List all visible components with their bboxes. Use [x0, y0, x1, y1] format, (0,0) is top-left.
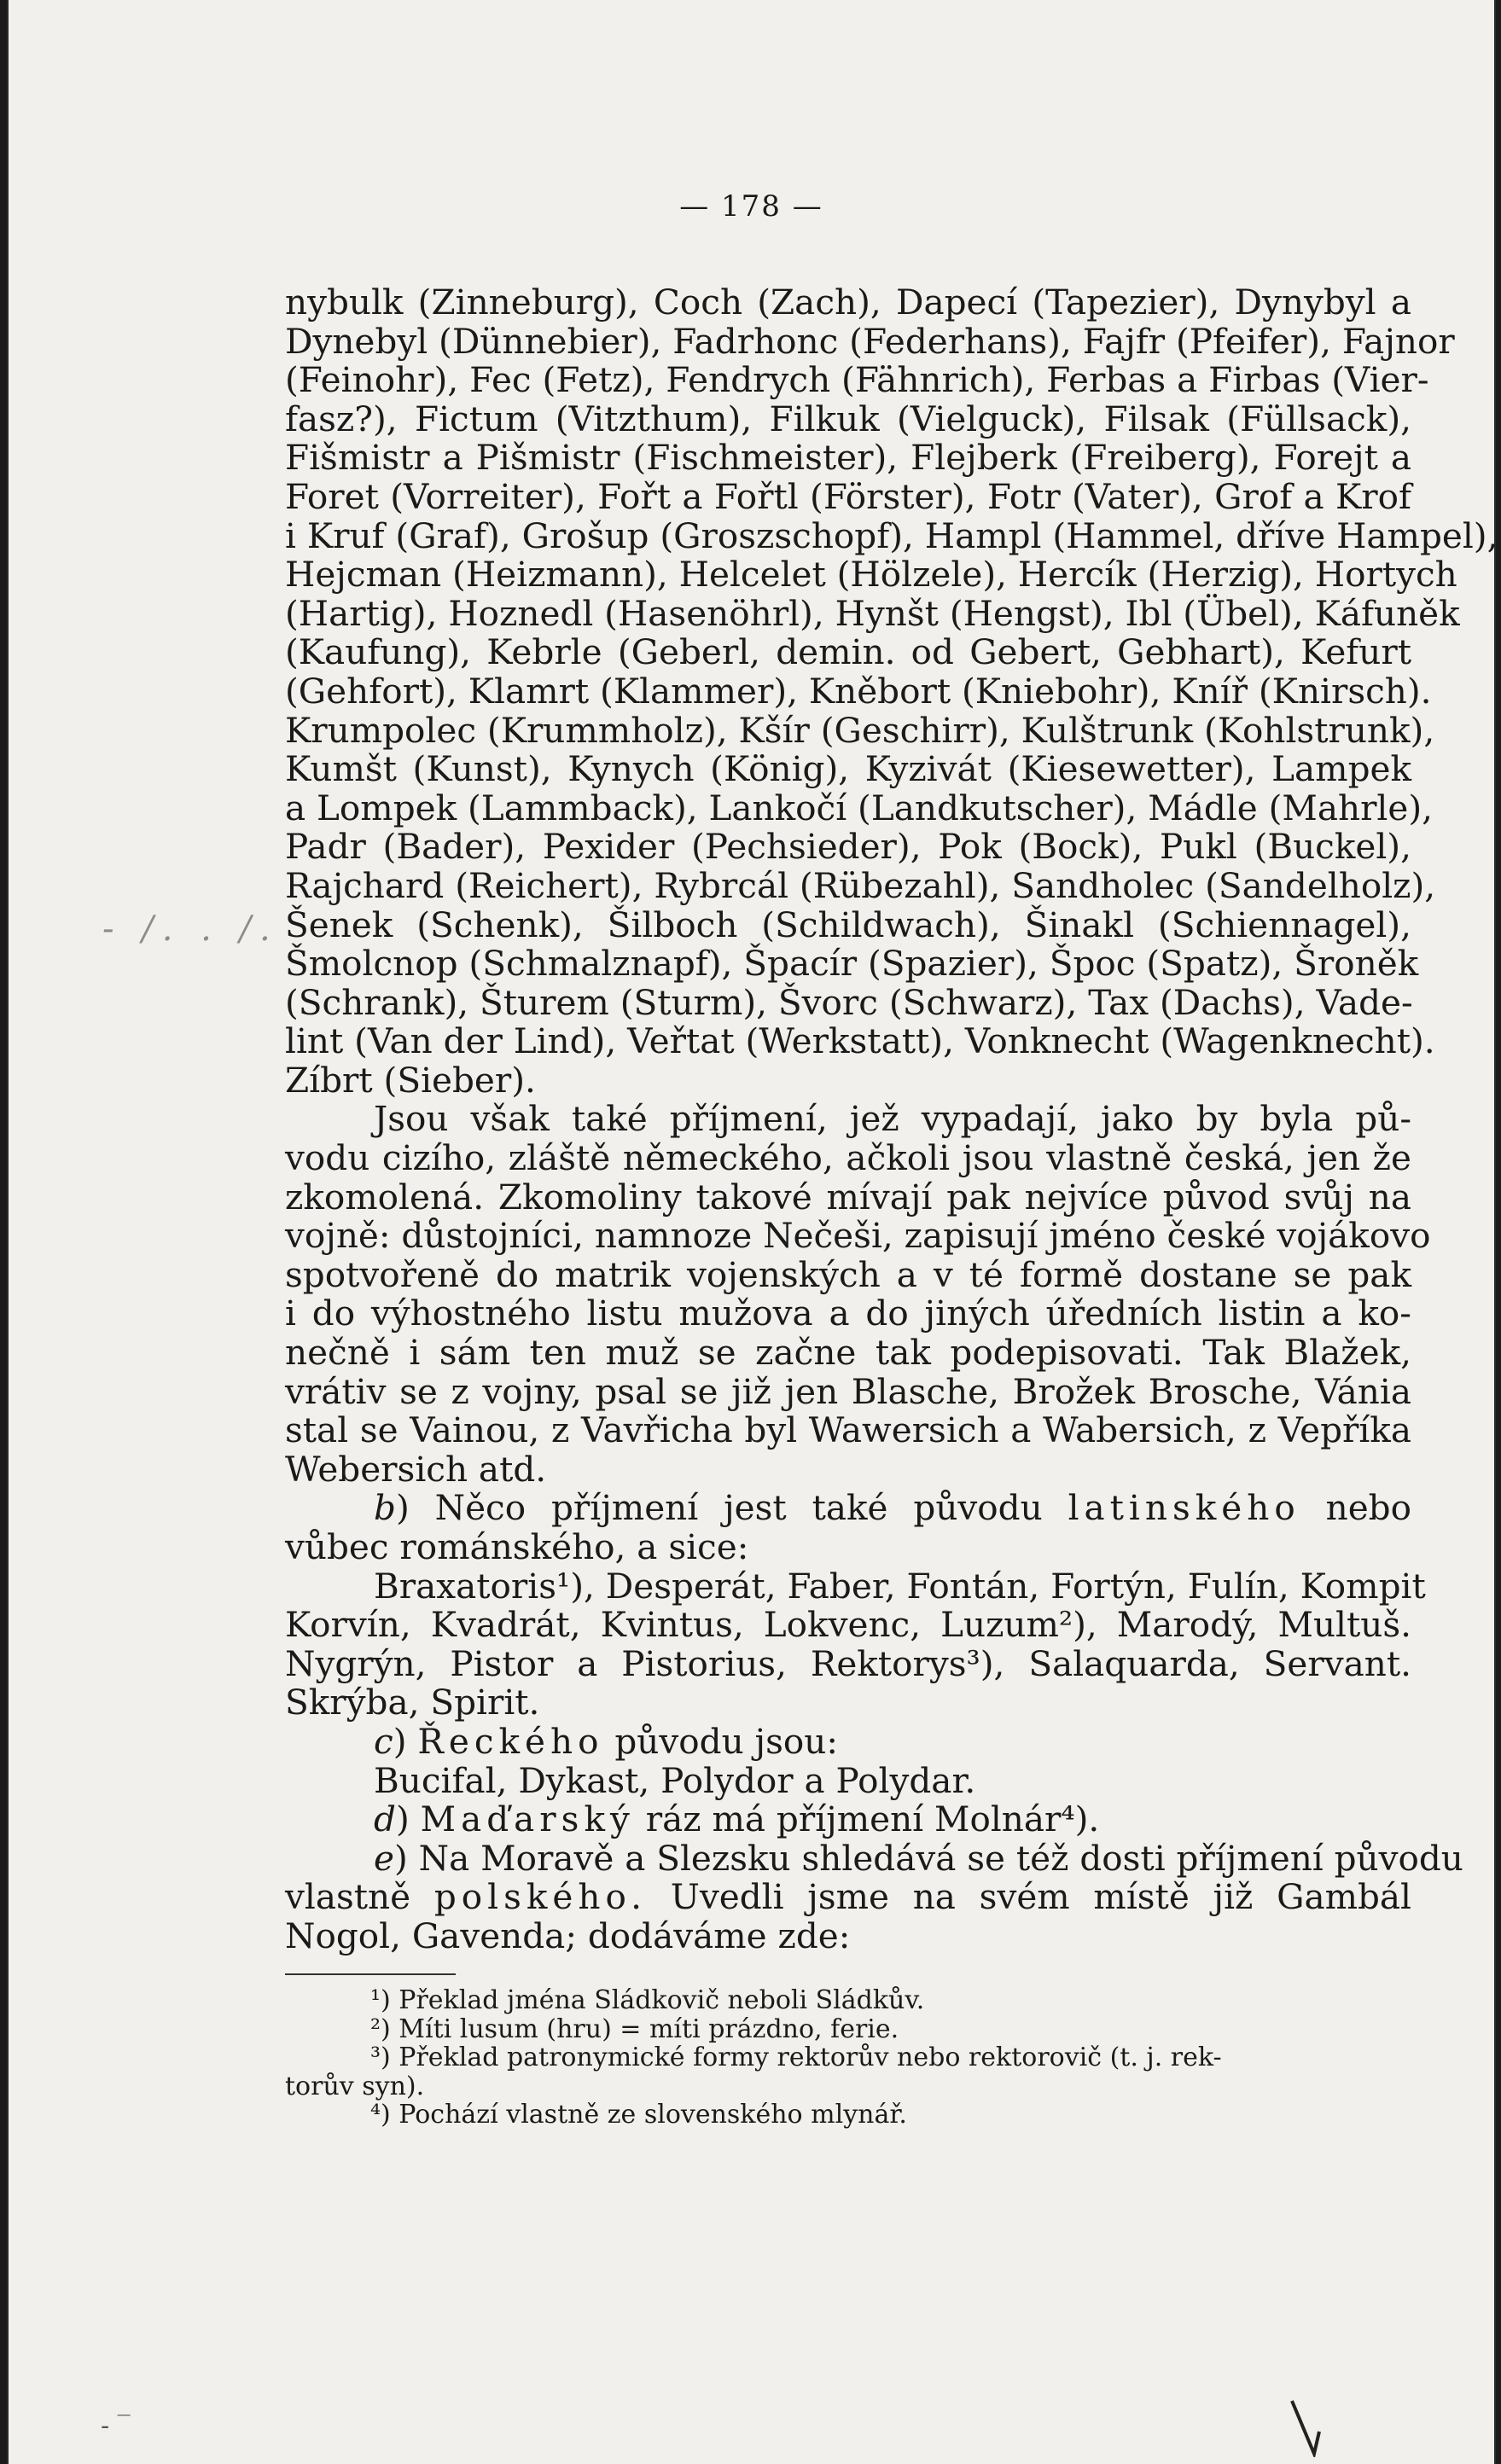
- section-e-line-2: vlastně polského. Uvedli jsme na svém místě již Gambál: [285, 1876, 1412, 1918]
- text-line: Šenek (Schenk), Šilboch (Schildwach), Šinakl (Schiennagel),: [285, 904, 1411, 945]
- text-line: Nogol, Gavenda; dodáváme zde:: [285, 1915, 851, 1956]
- text-line: Dynebyl (Dünnebier), Fadrhonc (Federhans), Fajfr (Pfeifer), Fajnor: [285, 320, 1455, 362]
- footnotes: [285, 1986, 1411, 2130]
- text-line: lint (Van der Lind), Veřtat (Werkstatt), Vonknecht (Wagenknecht).: [285, 1020, 1435, 1062]
- text-line: Jsou však také příjmení, jež vypadají, jako by byla pů-: [374, 1098, 1411, 1140]
- text-line: vodu cizího, zláště německého, ačkoli jsou vlastně česká, jen že: [285, 1137, 1411, 1179]
- text-line: nybulk (Zinneburg), Coch (Zach), Dapecí (Tapezier), Dynybyl a: [285, 282, 1411, 323]
- text-line: (Hartig), Hoznedl (Hasenöhrl), Hynšt (Hengst), Ibl (Übel), Káfuněk: [285, 592, 1460, 634]
- section-c-line: c) Řeckého původu jsou:: [374, 1720, 838, 1762]
- text-line: zkomolená. Zkomoliny takové mívají pak nejvíce původ svůj na: [285, 1176, 1411, 1217]
- text-line: Zíbrt (Sieber).: [285, 1059, 536, 1101]
- text-line: Braxatoris¹), Desperát, Faber, Fontán, Fortýn, Fulín, Kompit: [374, 1565, 1426, 1607]
- text-line: Skrýba, Spirit.: [285, 1682, 540, 1723]
- text-line: Hejcman (Heizmann), Helcelet (Hölzele), Hercík (Herzig), Hortych: [285, 554, 1457, 596]
- text-line: Šmolcnop (Schmalznapf), Špacír (Spazier), Špoc (Spatz), Šroněk: [285, 943, 1419, 985]
- footnote-divider: [285, 1973, 456, 1975]
- spaced-word-madarsky: Maďarský: [420, 1799, 635, 1840]
- text-line: (Kaufung), Kebrle (Geberl, demin. od Gebert, Gebhart), Kefurt: [285, 631, 1411, 673]
- text-line: stal se Vainou, z Vavřicha byl Wawersich a Wabersich, z Vepříka: [285, 1409, 1411, 1451]
- page-number: — 178 —: [679, 189, 823, 224]
- text-line: (Feinohr), Fec (Fetz), Fendrych (Fähnrich), Ferbas a Firbas (Vier-: [285, 359, 1429, 401]
- text-line: Foret (Vorreiter), Fořt a Fořtl (Förster), Fotr (Vater), Grof a Krof: [285, 475, 1411, 517]
- spaced-word-latinskeho: latinského: [1068, 1487, 1300, 1529]
- text-line: vůbec románského, a sice:: [285, 1526, 749, 1567]
- text-line: Nygrýn, Pistor a Pistorius, Rektorys³), Salaquarda, Servant.: [285, 1642, 1411, 1684]
- text-line: Krumpolec (Krummholz), Kšír (Geschirr), Kulštrunk (Kohlstrunk),: [285, 709, 1435, 751]
- section-b-line: b) Něco příjmení jest také původu latinského nebo: [374, 1487, 1411, 1529]
- corner-ink-mark: [1289, 2397, 1323, 2457]
- footnote: ³) Překlad patronymické formy rektorův nebo rektorovič (t. j. rek-: [370, 2043, 1222, 2072]
- text-line: Korvín, Kvadrát, Kvintus, Lokvenc, Luzum²), Marodý, Multuš.: [285, 1604, 1411, 1646]
- section-letter-b: b: [374, 1487, 396, 1529]
- text-line: vojně: důstojníci, namnoze Nečeši, zapisují jméno české vojákovo: [285, 1215, 1431, 1257]
- margin-pencil-marks: - /. . /.: [102, 909, 279, 949]
- footnote: ¹) Překlad jména Sládkovič neboli Sládkův.: [370, 1985, 925, 2015]
- text-line: Bucifal, Dykast, Polydor a Polydar.: [374, 1759, 976, 1801]
- text-line: Rajchard (Reichert), Rybrcál (Rübezahl), Sandholec (Sandelholz),: [285, 864, 1436, 906]
- footnote: ²) Míti lusum (hru) = míti prázdno, ferie.: [370, 2014, 899, 2044]
- text-line: a Lompek (Lammback), Lankočí (Landkutscher), Mádle (Mahrle),: [285, 787, 1434, 828]
- text-line: Webersich atd.: [285, 1448, 547, 1490]
- bottom-margin-mark: - ‾: [101, 2411, 131, 2441]
- text-line: Padr (Bader), Pexider (Pechsieder), Pok (Bock), Pukl (Buckel),: [285, 826, 1411, 868]
- text-line: vrátiv se z vojny, psal se již jen Blasche, Brožek Brosche, Vánia: [285, 1370, 1411, 1412]
- text-line: i Kruf (Graf), Grošup (Groszschopf), Hampl (Hammel, dříve Hampel),: [285, 514, 1498, 556]
- text-line: spotvořeně do matrik vojenských a v té formě dostane se pak: [285, 1253, 1411, 1295]
- text-line: fasz?), Fictum (Vitzthum), Filkuk (Vielguck), Filsak (Füllsack),: [285, 398, 1411, 439]
- text-line: nečně i sám ten muž se začne tak podepisovati. Tak Blažek,: [285, 1332, 1411, 1374]
- section-e-line: e) Na Moravě a Slezsku shledává se též dosti příjmení původu: [374, 1837, 1463, 1879]
- text-line: (Schrank), Šturem (Sturm), Švorc (Schwarz), Tax (Dachs), Vade-: [285, 981, 1413, 1023]
- text-line: Fišmistr a Pišmistr (Fischmeister), Flejberk (Freiberg), Forejt a: [285, 437, 1411, 479]
- text-line: i do výhostného listu mužova a do jiných úředních listin a ko-: [285, 1293, 1411, 1334]
- spaced-word-reckeho: Řeckého: [417, 1720, 604, 1762]
- text-line: (Gehfort), Klamrt (Klammer), Kněbort (Kniebohr), Kníř (Knirsch).: [285, 670, 1432, 712]
- section-d-line: d) Maďarský ráz má příjmení Molnár⁴).: [374, 1799, 1100, 1840]
- footnote: ⁴) Pochází vlastně ze slovenského mlynář.: [370, 2100, 907, 2130]
- body-text: [285, 282, 1498, 1956]
- section-letter-e: e: [374, 1837, 394, 1879]
- footnote: torův syn).: [285, 2071, 425, 2101]
- section-letter-d: d: [374, 1799, 396, 1840]
- text-line: Kumšt (Kunst), Kynych (König), Kyzivát (Kiesewetter), Lampek: [285, 748, 1411, 790]
- section-letter-c: c: [374, 1720, 393, 1762]
- book-page: [7, 0, 1496, 2464]
- spaced-word-polskeho: polského.: [433, 1876, 648, 1918]
